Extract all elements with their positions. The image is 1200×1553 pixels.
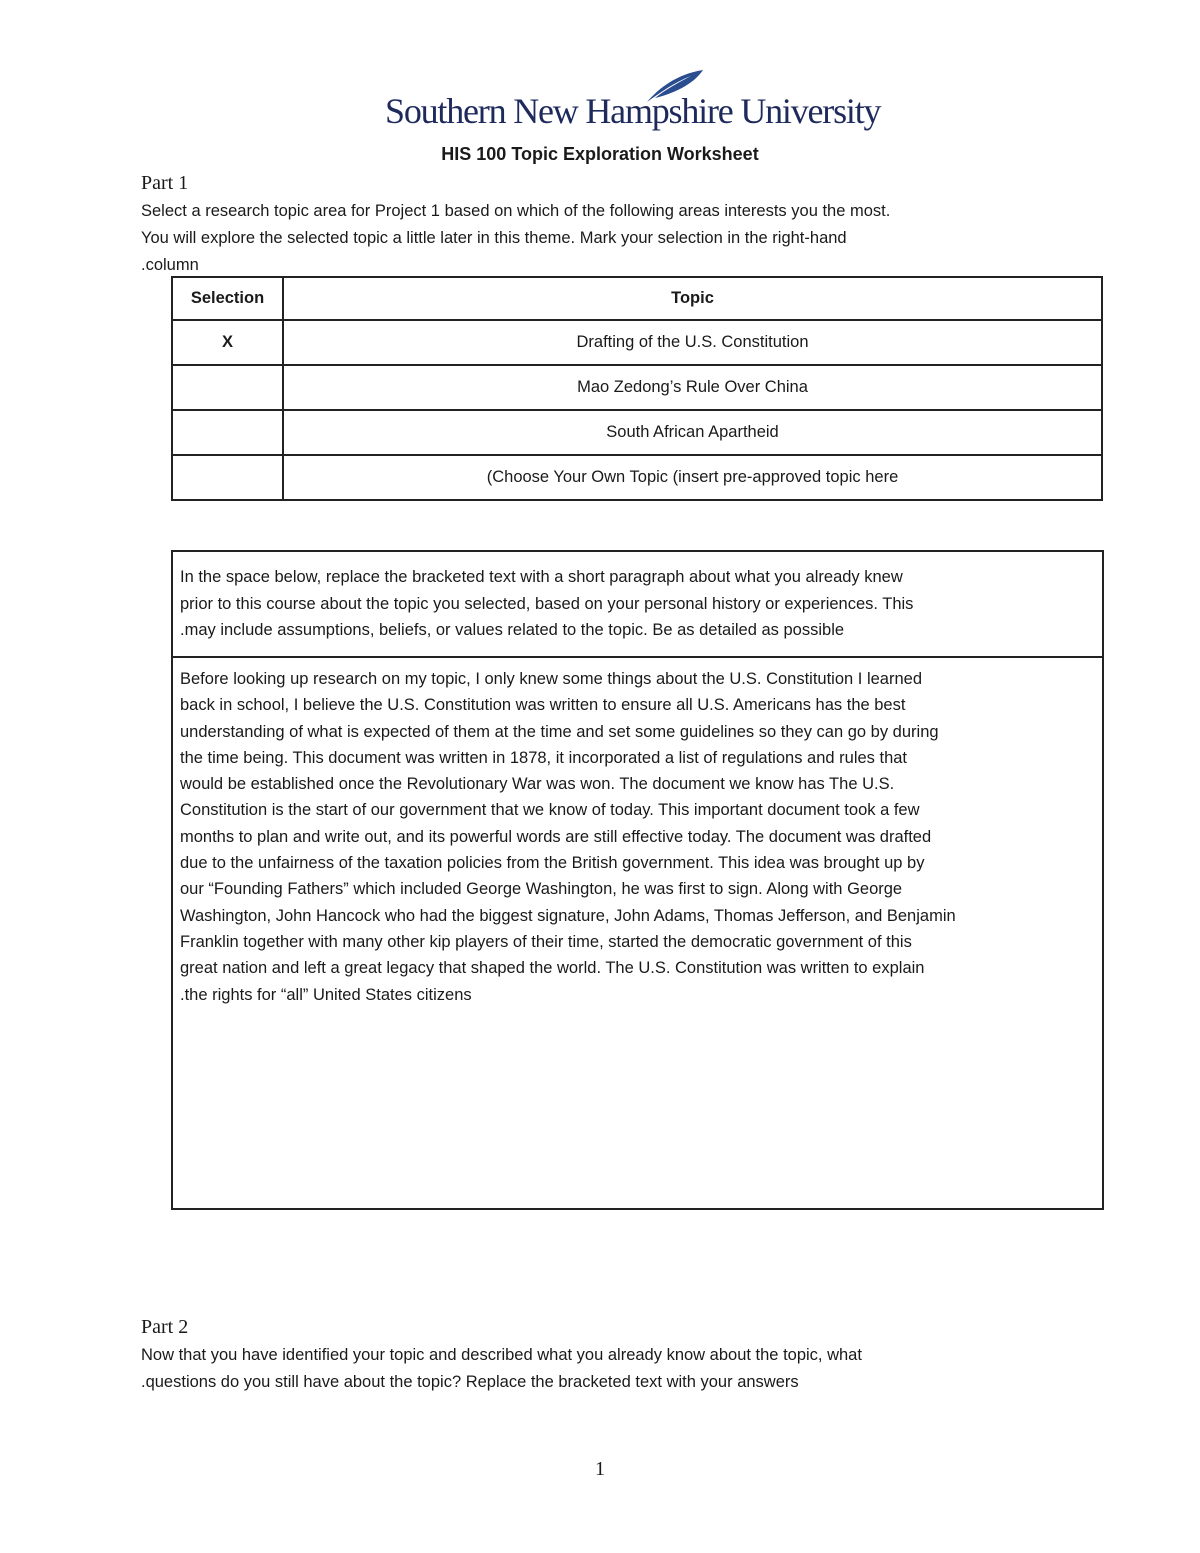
university-logo (385, 68, 881, 138)
table-header-row (172, 277, 1102, 320)
topic-cell: (Choose Your Own Topic (insert pre-approved topic here (283, 455, 1102, 500)
topic-selection-table (171, 276, 1103, 501)
selection-cell[interactable] (172, 365, 283, 410)
topic-cell: Mao Zedong’s Rule Over China (283, 365, 1102, 410)
answer-line: Before looking up research on my topic, I only knew some things about the U.S. Constitution I learned (180, 670, 922, 688)
part1-instruction-line: You will explore the selected topic a little later in this theme. Mark your selection in the right-hand (141, 229, 847, 247)
answer-line: our “Founding Fathers” which included George Washington, he was first to sign. Along with George (180, 880, 903, 899)
table-row (172, 455, 1102, 500)
topic-cell: Drafting of the U.S. Constitution (283, 320, 1102, 365)
answer-line: .the rights for “all” United States citizens (180, 985, 472, 1004)
answer-line: Washington, John Hancock who had the biggest signature, John Adams, Thomas Jefferson, and Benjamin (180, 906, 956, 925)
topic-cell: South African Apartheid (283, 410, 1102, 455)
answer-line: Constitution is the start of our government that we know of today. This important document took a few (180, 801, 920, 820)
part2-instruction-line: Now that you have identified your topic and described what you already know about the topic, what (141, 1346, 862, 1364)
answer-line: Franklin together with many other kip players of their time, started the democratic government of this (180, 932, 912, 951)
answer-line: months to plan and write out, and its powerful words are still effective today. The document was drafted (180, 827, 932, 846)
prior-knowledge-box (171, 550, 1104, 1210)
table-row (172, 365, 1102, 410)
part1-instructions (141, 198, 890, 279)
logo-wordmark: Southern New Hampshire University (385, 91, 881, 131)
answer-line: understanding of what is expected of them at the time and set some guidelines so they can go by during (180, 722, 939, 741)
answer-line: back in school, I believe the U.S. Constitution was written to ensure all U.S. Americans has the best (180, 696, 906, 715)
part2-instructions (141, 1342, 862, 1396)
answer-line: great nation and left a great legacy that shaped the world. The U.S. Constitution was written to explain (180, 959, 925, 978)
page-number: 1 (595, 1458, 605, 1480)
answer-line: would be established once the Revolutionary War was won. The document we know has The U.S. (180, 775, 895, 794)
table-row (172, 320, 1102, 365)
part1-instruction-line: Select a research topic area for Project 1 based on which of the following areas interests you the most. (141, 202, 891, 220)
selection-cell[interactable] (172, 410, 283, 455)
part1-heading: Part 1 (141, 172, 189, 194)
answer-line: the time being. This document was written in 1878, it incorporated a list of regulations and rules that (180, 748, 908, 767)
selection-cell[interactable]: X (172, 320, 283, 365)
prior-knowledge-prompt (173, 552, 1102, 658)
selection-column-header: Selection (172, 277, 283, 320)
part2-heading: Part 2 (141, 1316, 189, 1338)
part1-instruction-line: .column (141, 256, 199, 274)
selection-cell[interactable] (172, 455, 283, 500)
table-row (172, 410, 1102, 455)
topic-column-header: Topic (283, 277, 1102, 320)
prompt-line: prior to this course about the topic you selected, based on your personal history or experiences. This (180, 594, 914, 613)
prompt-line: In the space below, replace the bracketed text with a short paragraph about what you already knew (180, 568, 903, 586)
answer-line: due to the unfairness of the taxation policies from the British government. This idea was brought up by (180, 854, 925, 873)
prompt-line: .may include assumptions, beliefs, or values related to the topic. Be as detailed as possible (180, 621, 845, 639)
worksheet-title: HIS 100 Topic Exploration Worksheet (441, 144, 759, 164)
part2-instruction-line: .questions do you still have about the topic? Replace the bracketed text with your answers (141, 1373, 799, 1391)
prior-knowledge-answer[interactable] (173, 658, 1102, 1208)
